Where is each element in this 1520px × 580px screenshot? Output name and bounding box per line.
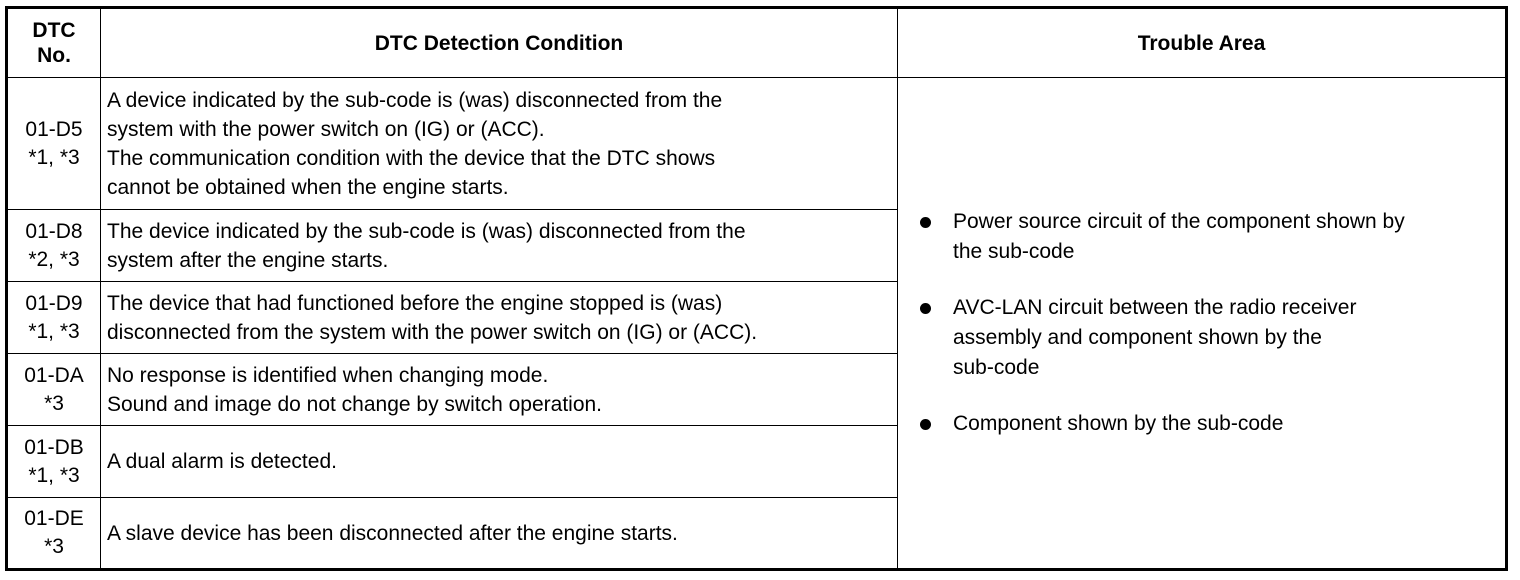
trouble-area-item xyxy=(920,207,1497,267)
bullet-icon xyxy=(920,217,931,228)
bullet-icon xyxy=(920,419,931,430)
condition-line: The device that had functioned before the engine stopped is (was) xyxy=(107,291,723,315)
header-trouble-area: Trouble Area xyxy=(898,8,1507,78)
condition-cell xyxy=(101,354,898,426)
dtc-table xyxy=(5,6,1508,571)
dtc-code: 01-D8 xyxy=(25,219,83,243)
condition-cell xyxy=(101,210,898,282)
trouble-area-line: the sub-code xyxy=(953,240,1075,263)
dtc-notes: *1, *3 xyxy=(28,319,80,343)
condition-line: system with the power switch on (IG) or (ACC). xyxy=(107,117,545,141)
dtc-code: 01-DE xyxy=(24,507,84,530)
trouble-area-item xyxy=(920,293,1497,383)
condition-line: A dual alarm is detected. xyxy=(107,450,337,473)
dtc-code-cell xyxy=(7,354,101,426)
trouble-area-line: Power source circuit of the component shown by xyxy=(953,210,1405,233)
header-dtc-no-line1: DTC xyxy=(32,19,76,42)
trouble-area-line: Component shown by the sub-code xyxy=(953,412,1284,435)
dtc-code-cell xyxy=(7,78,101,210)
condition-line: The communication condition with the device that the DTC shows xyxy=(107,146,716,170)
condition-line: Sound and image do not change by switch operation. xyxy=(107,392,603,416)
dtc-code: 01-D9 xyxy=(25,291,83,315)
dtc-code: 01-D5 xyxy=(25,117,83,141)
dtc-notes: *3 xyxy=(44,391,64,415)
condition-cell xyxy=(101,78,898,210)
condition-line: No response is identified when changing mode. xyxy=(107,363,549,387)
condition-line: A slave device has been disconnected after the engine starts. xyxy=(107,521,678,545)
dtc-code-cell xyxy=(7,498,101,570)
header-dtc-no-line2: No. xyxy=(37,44,71,67)
trouble-area-item xyxy=(920,409,1497,439)
dtc-code-cell xyxy=(7,282,101,354)
dtc-notes: *1, *3 xyxy=(28,145,80,169)
trouble-area-line: AVC-LAN circuit between the radio receiver xyxy=(953,296,1357,319)
dtc-notes: *3 xyxy=(44,535,64,558)
header-row xyxy=(7,8,1507,78)
condition-line: system after the engine starts. xyxy=(107,248,389,272)
dtc-notes: *1, *3 xyxy=(28,463,80,487)
dtc-code: 01-DB xyxy=(24,435,84,459)
trouble-area-cell xyxy=(898,78,1507,570)
condition-line: A device indicated by the sub-code is (was) disconnected from the xyxy=(107,88,723,112)
dtc-notes: *2, *3 xyxy=(28,247,80,271)
condition-cell xyxy=(101,498,898,570)
dtc-code-cell xyxy=(7,210,101,282)
condition-line: The device indicated by the sub-code is (was) disconnected from the xyxy=(107,219,746,243)
bullet-icon xyxy=(920,303,931,314)
condition-line: disconnected from the system with the power switch on (IG) or (ACC). xyxy=(107,320,758,344)
trouble-area-line: sub-code xyxy=(953,356,1040,379)
condition-line: cannot be obtained when the engine starts. xyxy=(107,175,509,199)
header-dtc-no xyxy=(7,8,101,78)
trouble-area-line: assembly and component shown by the xyxy=(953,326,1322,349)
dtc-code-cell xyxy=(7,426,101,498)
table-row xyxy=(7,78,1507,210)
header-condition: DTC Detection Condition xyxy=(101,8,898,78)
dtc-code: 01-DA xyxy=(24,363,84,387)
condition-cell xyxy=(101,426,898,498)
trouble-area-list xyxy=(920,207,1497,439)
condition-cell xyxy=(101,282,898,354)
